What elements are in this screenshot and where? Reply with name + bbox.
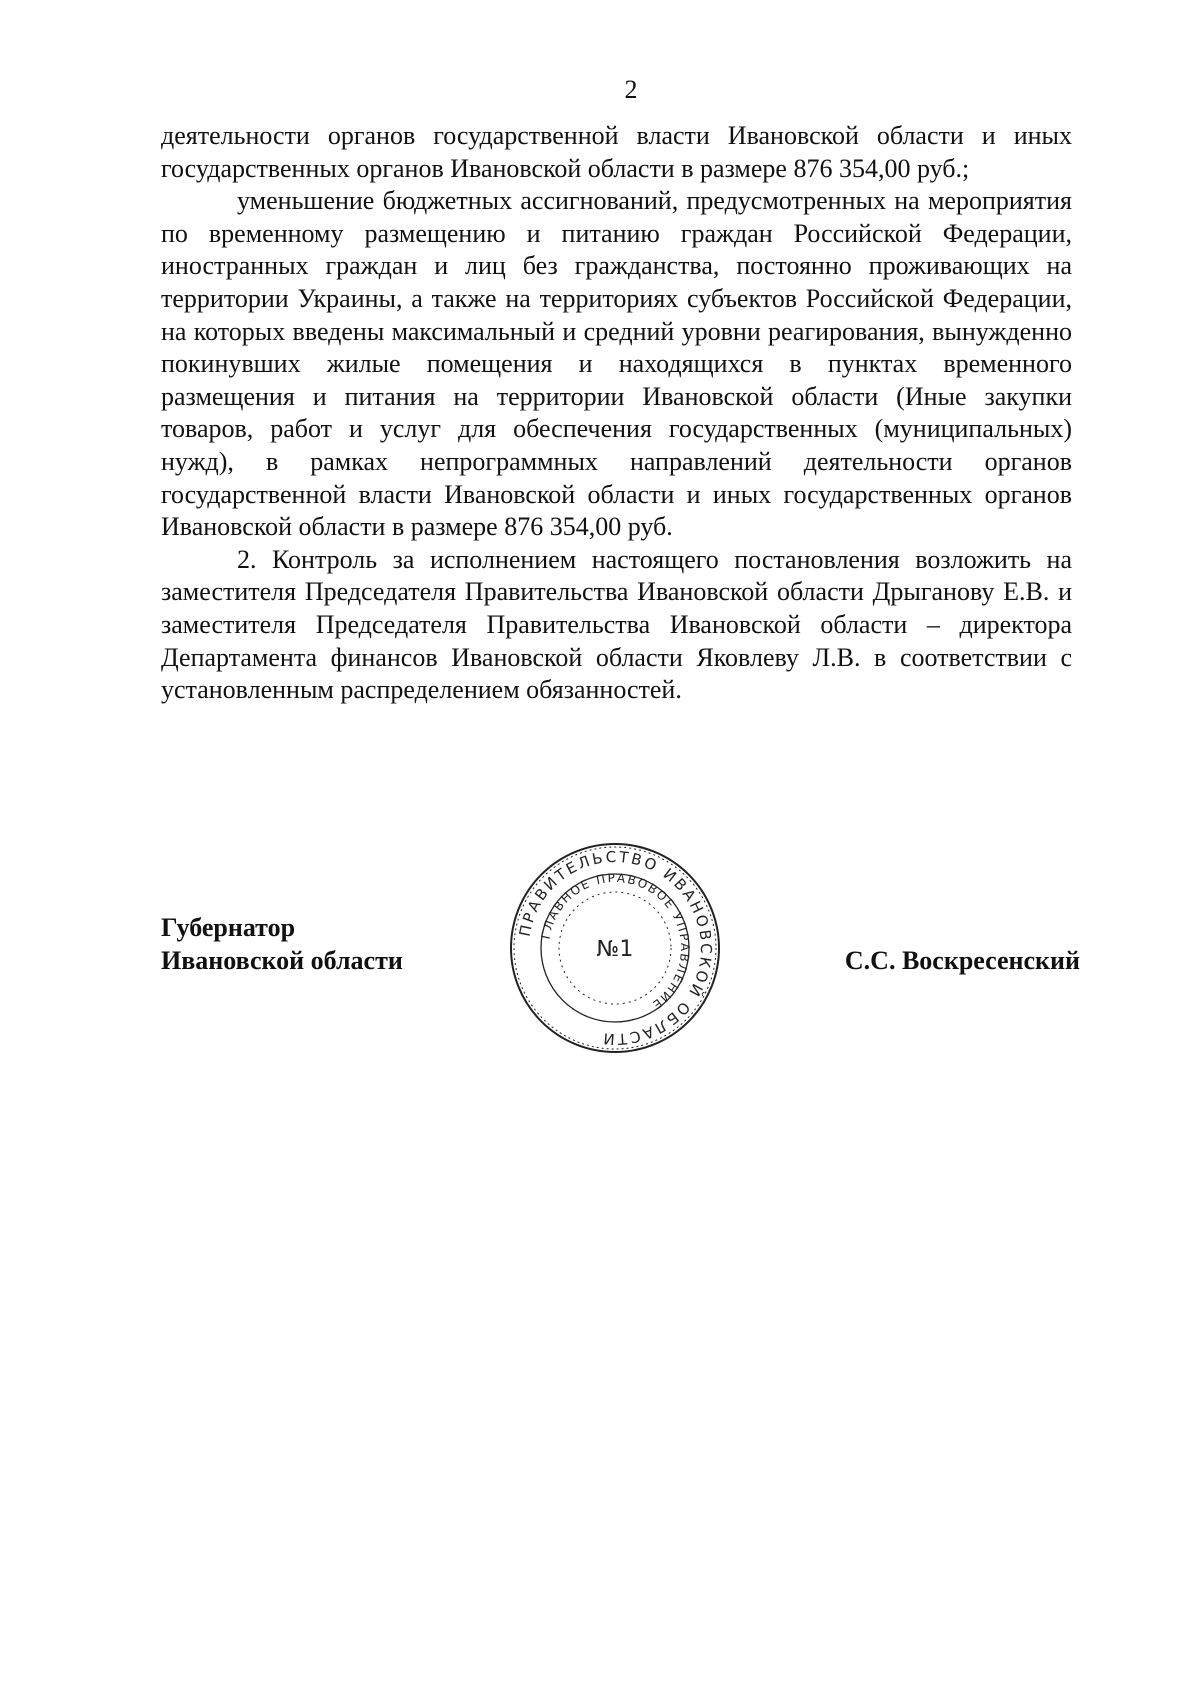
- paragraph-1: деятельности органов государственной власти Ивановской области и иных государственных органов Ивановской области в размере 876 354,00 руб.;: [161, 121, 1072, 183]
- signatory-title-line2: Ивановской области: [161, 945, 403, 975]
- stamp-outer-text: ПРАВИТЕЛЬСТВО ИВАНОВСКОЙ ОБЛАСТИ: [515, 847, 716, 1049]
- paragraph-2: уменьшение бюджетных ассигнований, предусмотренных на мероприятия по временному размещению и питанию граждан Российской Федерации, иностранных граждан и лиц без гражданства, постоянно проживающих на территории Украины, а также на территориях субъектов Российской Федерации, на которых введены максимальный и средний уровни реагирования, вынужденно покинувших жилые помещения и находящихся в пунктах временного размещения и питания на территории Ивановской области (Иные закупки товаров, работ и услуг для обеспечения государственных (муниципальных) нужд), в рамках непрограммных направлений деятельности органов государственной власти Ивановской области и иных государственных органов Ивановской области в размере 876 354,00 руб.: [161, 186, 1072, 542]
- stamp-seal-icon: [507, 840, 723, 1056]
- paragraph-3: 2. Контроль за исполнением настоящего постановления возложить на заместителя Председателя Правительства Ивановской области Дрыганову Е.В. и заместителя Председателя Правительства Ивановской области – директора Департамента финансов Ивановской области Яковлеву Л.В. в соответствии с установленным распределением обязанностей.: [161, 544, 1072, 705]
- document-body: [161, 120, 1072, 707]
- stamp-number: №1: [596, 937, 634, 962]
- signatory-name: С.С. Воскресенский: [844, 946, 1080, 975]
- official-stamp: [507, 840, 723, 1056]
- signatory-title: [161, 912, 403, 977]
- stamp-inner-text: ГЛАВНОЕ ПРАВОВОЕ УПРАВЛЕНИЕ: [538, 870, 693, 1013]
- signatory-title-line1: Губернатор: [161, 913, 296, 942]
- page-number: 2: [624, 75, 638, 104]
